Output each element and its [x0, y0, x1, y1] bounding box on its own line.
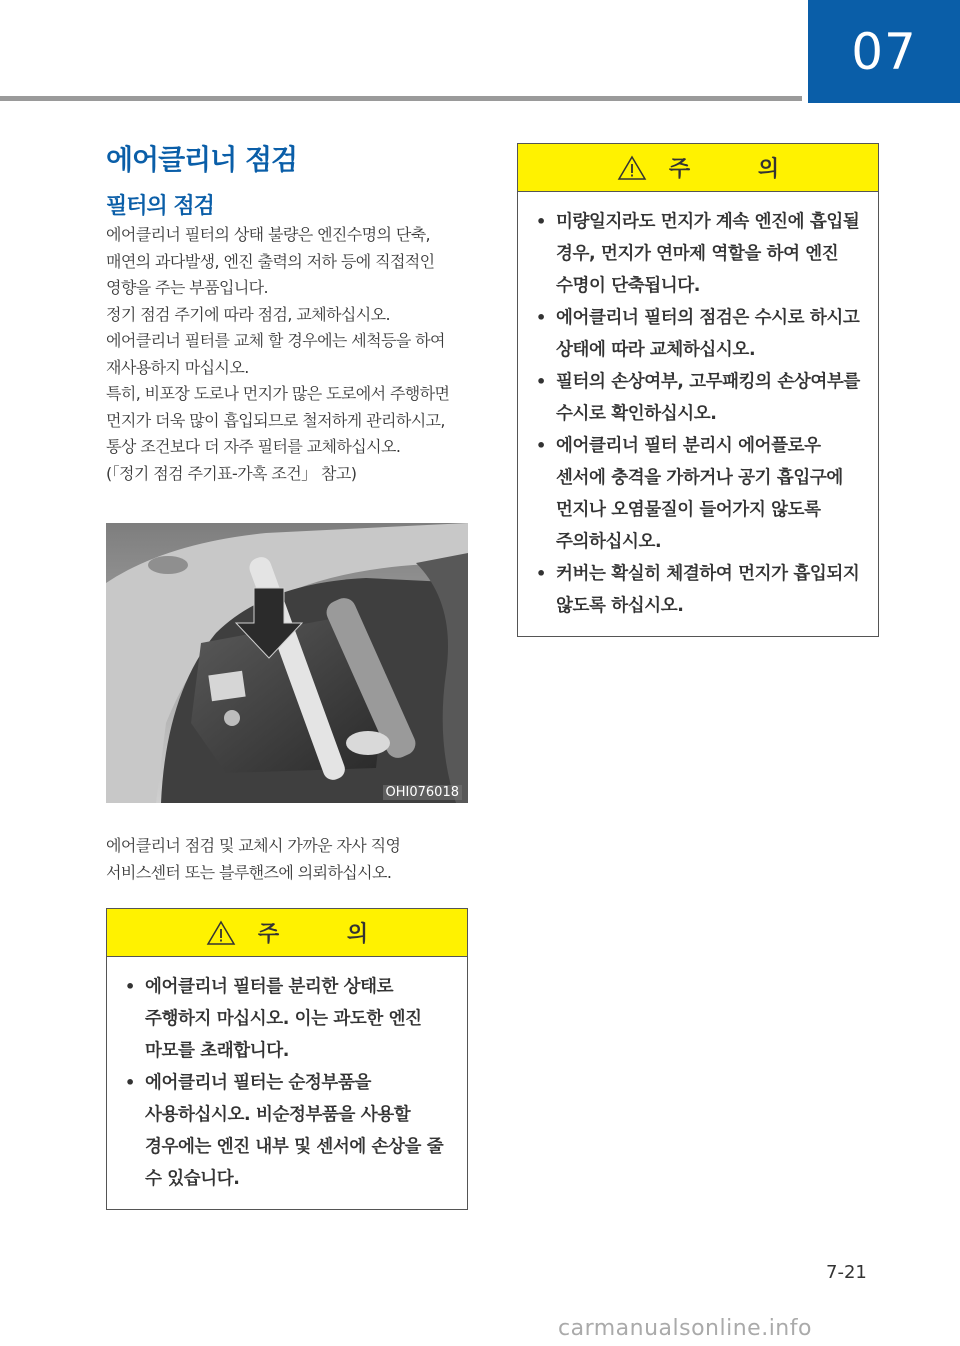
caution-item-text: 에어클리너 필터는 순정부품을 사용하십시오. 비순정부품을 사용할 경우에는 엔진 내부 및 센서에 손상을 줄 수 있습니다. — [145, 1073, 444, 1189]
paragraph: 에어클리너 필터를 교체 할 경우에는 세척등을 하여 재사용하지 마십시오. — [106, 331, 445, 377]
caution-list — [107, 957, 467, 1209]
caution-box-right — [517, 143, 879, 637]
caution-item — [534, 206, 866, 302]
left-column — [106, 140, 468, 1210]
caution-item-text: 에어클리너 필터의 점검은 수시로 하시고 상태에 따라 교체하십시오. — [556, 308, 860, 360]
caution-item-text: 에어클리너 필터를 분리한 상태로 주행하지 마십시오. 이는 과도한 엔진 마모를 초래합니다. — [145, 977, 422, 1061]
caution-box-left — [106, 908, 468, 1210]
paragraph: 에어클리너 점검 및 교체시 가까운 자사 직영 서비스센터 또는 블루핸즈에 의뢰하십시오. — [106, 836, 401, 882]
caution-item — [534, 430, 866, 558]
bullet-icon: • — [536, 308, 546, 327]
subsection-title: 필터의 점검 — [106, 194, 214, 219]
warning-triangle-icon — [617, 155, 647, 181]
bullet-icon: • — [536, 212, 546, 231]
page-number: 7-21 — [826, 1262, 867, 1283]
bullet-icon: • — [125, 977, 135, 996]
caution-item — [123, 971, 455, 1067]
paragraph: 특히, 비포장 도로나 먼지가 많은 도로에서 주행하면 먼지가 더욱 많이 흡입되므로 철저하게 관리하시고, 통상 조건보다 더 자주 필터를 교체하십시오. — [106, 384, 450, 456]
caution-title: 주 의 — [668, 157, 810, 182]
caution-item-text: 에어클리너 필터 분리시 에어플로우 센서에 충격을 가하거나 공기 흡입구에 먼지나 오염물질이 들어가지 않도록 주의하십시오. — [556, 436, 843, 552]
caution-item — [123, 1067, 455, 1195]
caution-item — [534, 558, 866, 622]
watermark: carmanualsonline.info — [558, 1316, 812, 1341]
paragraph: 에어클리너 필터의 상태 불량은 엔진수명의 단축, 매연의 과다발생, 엔진 출력의 저하 등에 직접적인 영향을 주는 부품입니다. — [106, 225, 435, 297]
caution-item — [534, 302, 866, 366]
chapter-tab — [808, 0, 960, 103]
paragraph: 정기 점검 주기에 따라 점검, 교체하십시오. — [106, 304, 390, 324]
engine-bay-photo — [106, 523, 468, 803]
body-text — [106, 222, 468, 487]
section-title: 에어클리너 점검 — [106, 143, 298, 176]
engine-bay-illustration — [106, 523, 468, 803]
header-rule — [0, 96, 802, 101]
caution-header — [518, 144, 878, 192]
bullet-icon: • — [125, 1073, 135, 1092]
photo-code: OHI076018 — [383, 785, 462, 800]
warning-triangle-icon — [206, 920, 236, 946]
caution-title: 주 의 — [257, 922, 399, 947]
chapter-number: 07 — [851, 22, 917, 81]
caution-header — [107, 909, 467, 957]
bullet-icon: • — [536, 372, 546, 391]
caution-item-text: 커버는 확실히 체결하여 먼지가 흡입되지 않도록 하십시오. — [556, 564, 860, 616]
caution-item — [534, 366, 866, 430]
caution-item-text: 미량일지라도 먼지가 계속 엔진에 흡입될 경우, 먼지가 연마제 역할을 하여 엔진 수명이 단축됩니다. — [556, 212, 860, 296]
bullet-icon: • — [536, 436, 546, 455]
bullet-icon: • — [536, 564, 546, 583]
caution-list — [518, 192, 878, 636]
right-column — [517, 143, 879, 637]
service-note — [106, 833, 468, 886]
paragraph: (「정기 점검 주기표-가혹 조건」 참고) — [106, 463, 357, 483]
caution-item-text: 필터의 손상여부, 고무패킹의 손상여부를 수시로 확인하십시오. — [556, 372, 860, 424]
